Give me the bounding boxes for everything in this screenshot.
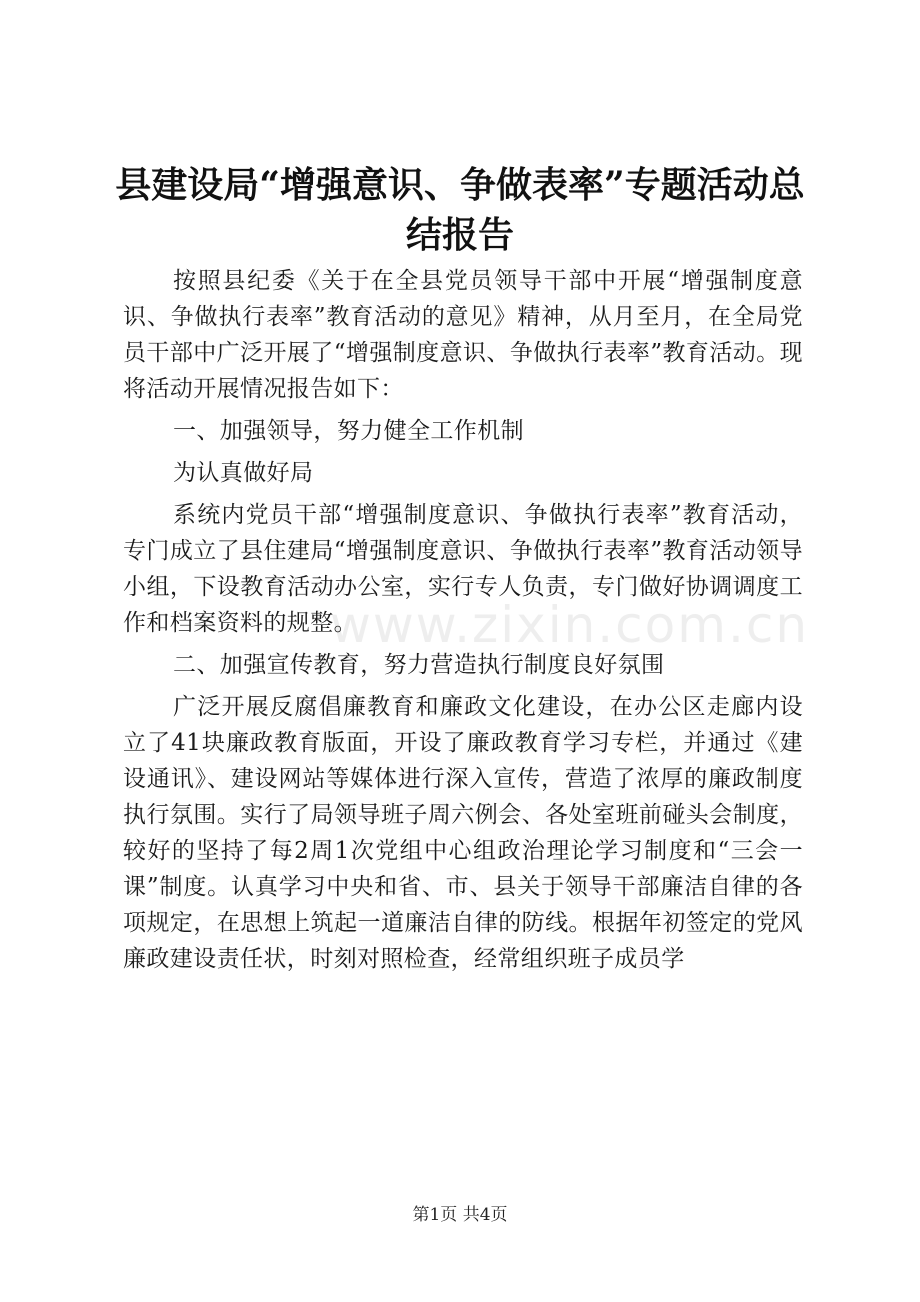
section-lead-line: 为认真做好局	[173, 460, 314, 486]
intro-paragraph: 按照县纪委《关于在全县党员领导干部中开展“增强制度意识、争做执行表率”教育活动的意见》精神，从月至月，在全局党员干部中广泛开展了“增强制度意识、争做执行表率”教育活动。现将活动开展情况报告如下：	[123, 268, 803, 402]
section-heading-1: 一、加强领导，努力健全工作机制	[173, 418, 524, 444]
section-2-paragraph: 广泛开展反腐倡廉教育和廉政文化建设，在办公区走廊内设立了41块廉政教育版面，开设了廉政教育学习专栏，并通过《建设通讯》、建设网站等媒体进行深入宣传，营造了浓厚的廉政制度执行氛围。实行了局领导班子周六例会、各处室班前碰头会制度，较好的坚持了每2周1次党组中心组政治理论学习制度和“三会一课”制度。认真学习中央和省、市、县关于领导干部廉洁自律的各项规定，在思想上筑起一道廉洁自律的防线。根据年初签定的党风廉政建设责任状，时刻对照检查，经常组织班子成员学	[123, 694, 803, 972]
page-footer: 第1页 共4页	[412, 1205, 508, 1225]
section-heading-2: 二、加强宣传教育，努力营造执行制度良好氛围	[173, 652, 665, 678]
document-title: 县建设局“增强意识、争做表率”专题活动总结报告	[115, 164, 805, 256]
watermark: www.zixin.com.cn	[330, 596, 810, 654]
document-body	[123, 263, 803, 977]
section-1-paragraph: 系统内党员干部“增强制度意识、争做执行表率”教育活动，专门成立了县住建局“增强制度意识、争做执行表率”教育活动领导小组，下设教育活动办公室，实行专人负责，专门做好协调调度工作和档案资料的规整。	[123, 502, 803, 636]
